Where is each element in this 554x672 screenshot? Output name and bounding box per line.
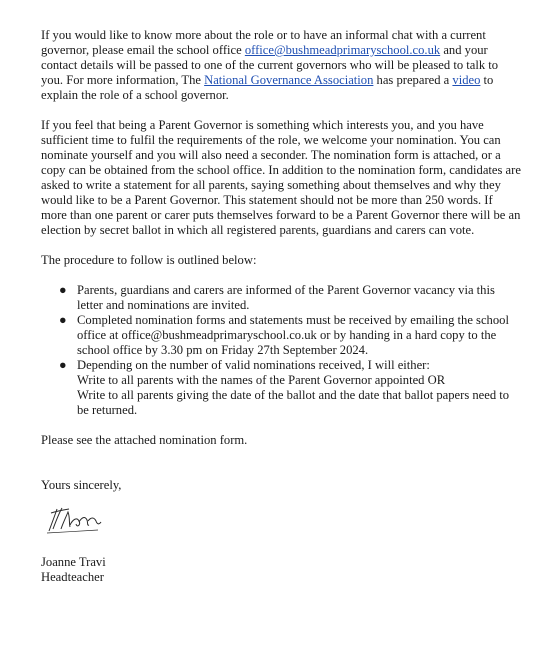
bullet-icon: ● — [59, 283, 67, 297]
signer-title: Headteacher — [41, 570, 104, 584]
letter-body — [41, 28, 521, 585]
contact-text-b: and your contact details will be passed to one of the current governors who will be pleased to talk to you. For more information, The — [41, 43, 499, 87]
list-item-subline: Write to all parents giving the date of the ballot and the date that ballot papers need to be returned. — [77, 388, 510, 417]
procedure-intro: The procedure to follow is outlined below: — [41, 253, 257, 267]
list-item — [41, 358, 521, 418]
contact-paragraph — [41, 28, 521, 103]
national-governance-association-link[interactable]: National Governance Association — [204, 73, 374, 87]
signature-icon — [43, 503, 113, 537]
procedure-list — [41, 283, 521, 418]
bullet-icon: ● — [59, 358, 67, 372]
nomination-paragraph: If you feel that being a Parent Governor is something which interests you, and you have sufficient time to fulfil the requirements of the role, we welcome your nomination. You can nominate yourself and you will also need a seconder. The nomination form is attached, or a copy can be obtained from the school office. In addition to the nomination form, candidates are asked to write a statement for all parents, saying something about themselves and why they would like to be a Parent Governor. This statement should not be more than 250 words. If more than one parent or carer puts themselves forward to be a Parent Governor there will be an election by secret ballot in which all registered parents, guardians and carers can vote. — [41, 118, 521, 237]
list-item-text: Parents, guardians and carers are informed of the Parent Governor vacancy via this letter and nominations are invited. — [77, 283, 495, 312]
contact-text-c: has prepared a — [373, 73, 453, 87]
list-item — [41, 283, 521, 313]
video-link[interactable]: video — [452, 73, 481, 87]
list-item — [41, 313, 521, 358]
contact-text-d: to explain the role of a school governor. — [41, 73, 494, 102]
signer-name: Joanne Travi — [41, 555, 106, 569]
list-item-text: Completed nomination forms and statements must be received by emailing the school office at office@bushmeadprimaryschool.co.uk or by handing in a hard copy to the school office by 3.30 pm on Friday 27th September 2024. — [77, 313, 509, 357]
contact-text-a: If you would like to know more about the role or to have an informal chat with a current governor, please email the school office — [41, 28, 486, 57]
attached-form-note: Please see the attached nomination form. — [41, 433, 248, 447]
school-office-email-link[interactable]: office@bushmeadprimaryschool.co.uk — [244, 43, 441, 57]
handwritten-signature — [43, 503, 113, 537]
bullet-icon: ● — [59, 313, 67, 327]
signoff: Yours sincerely, — [41, 478, 122, 492]
list-item-text: Depending on the number of valid nominations received, I will either: — [77, 358, 430, 372]
list-item-subline: Write to all parents with the names of the Parent Governor appointed OR — [77, 373, 446, 387]
